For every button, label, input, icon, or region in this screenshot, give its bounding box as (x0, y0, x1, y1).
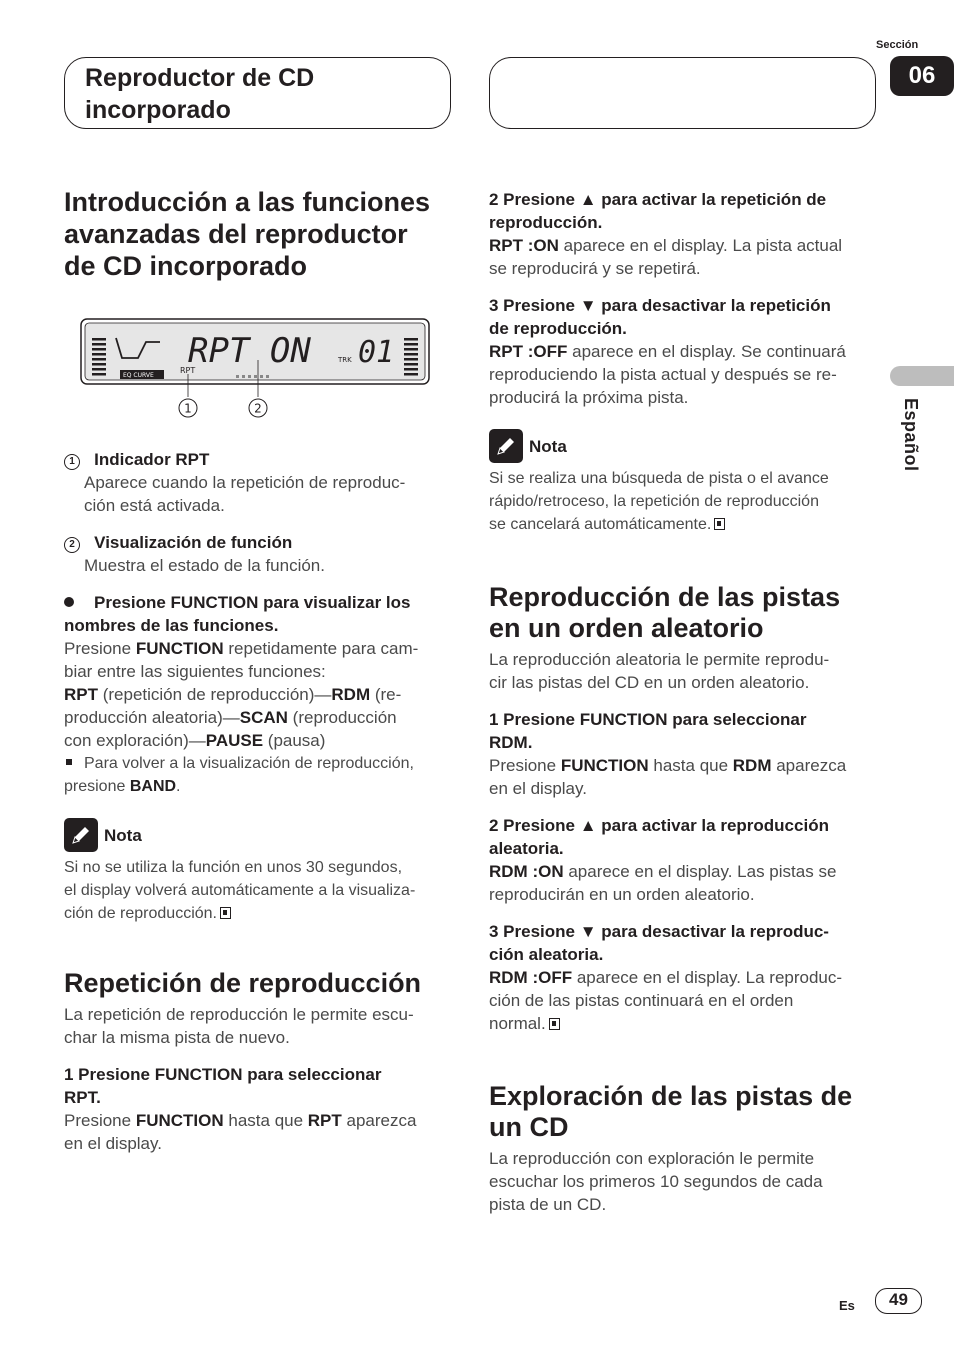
random-title: Reproducción de las pistas en un orden aleatorio (489, 582, 841, 643)
random-step1-desc: Presione FUNCTION hasta que RDM aparezca en el display. (489, 756, 847, 798)
section-header-title: Reproductor de CD incorporado (85, 64, 315, 124)
repeat-title: Repetición de reproducción (64, 968, 422, 998)
display-rpt-label: RPT (180, 366, 196, 375)
item1-desc: Aparece cuando la repetición de reproduc- ción está activada. (84, 473, 406, 515)
repeat-step1: 1 Presione FUNCTION para seleccionar RPT. (64, 1065, 382, 1107)
random-step2-desc: RDM :ON aparece en el display. Las pistas se reproducirán en un orden aleatorio. (489, 862, 837, 904)
language-label: Español (901, 398, 921, 472)
display-track-number: 01 (358, 335, 395, 370)
seccion-label: Sección (876, 39, 919, 51)
item1-title: 1 Indicador RPT (64, 448, 454, 471)
random-desc: La reproducción aleatoria le permite reprodu- cir las pistas del CD en un orden aleatorio. (489, 650, 830, 692)
callout-1: 1 (184, 401, 192, 416)
note-pencil-icon (489, 429, 523, 463)
page-number: 49 (875, 1288, 922, 1314)
note-pencil-icon (64, 818, 98, 852)
sub-note: Para volver a la visualización de reproducción, presione BAND. (64, 755, 414, 795)
random-step3: 3 Presione ▼ para desactivar la reproduc- ción aleatoria. (489, 922, 829, 964)
scan-desc: La reproducción con exploración le permite escuchar los primeros 10 segundos de cada pista de un CD. (489, 1149, 823, 1214)
seccion-number-badge: 06 (890, 56, 954, 96)
repeat-step2: 2 Presione ▲ para activar la repetición de reproducción. (489, 190, 827, 232)
section-header-left (64, 57, 451, 129)
item2-desc: Muestra el estado de la función. (84, 556, 325, 575)
footer-lang-code: Es (839, 1298, 855, 1313)
left-column (64, 186, 454, 282)
intro-note-text: Si no se utiliza la función en unos 30 segundos, el display volverá automáticamente a la visualiza- ción de reproducción. (64, 859, 416, 922)
display-trk-label: TRK (338, 356, 352, 364)
repeat-note-header: Nota (489, 429, 879, 463)
bullet-body: Presione FUNCTION repetidamente para cam- biar entre las siguientes funciones: RPT (repetición de reproducción)—RDM (re- producción aleatoria)—SCAN (reproducción con exploración)—PAUSE (pausa) (64, 639, 419, 750)
random-step3-desc: RDM :OFF aparece en el display. La reproduc- ción de las pistas continuará en el orden normal. (489, 968, 843, 1033)
repeat-step2-desc: RPT :ON aparece en el display. La pista actual se reproducirá y se repetirá. (489, 236, 843, 278)
callout-2: 2 (254, 401, 262, 416)
intro-items (64, 448, 454, 1155)
end-mark-icon (549, 1018, 560, 1030)
item2-title: 2 Visualización de función (64, 531, 454, 554)
right-column (489, 188, 879, 1216)
display-eq-label: EQ CURVE (123, 372, 154, 379)
end-mark-icon (714, 518, 725, 530)
repeat-step3: 3 Presione ▼ para desactivar la repetición de reproducción. (489, 296, 831, 338)
random-step1: 1 Presione FUNCTION para seleccionar RDM. (489, 710, 807, 752)
language-tab (890, 366, 954, 386)
random-step2: 2 Presione ▲ para activar la reproducción aleatoria. (489, 816, 829, 858)
callout-lines (176, 385, 276, 419)
repeat-desc: La repetición de reproducción le permite escu- char la misma pista de nuevo. (64, 1005, 414, 1047)
repeat-step3-desc: RPT :OFF aparece en el display. Se continuará reproduciendo la pista actual y después se re- producirá la próxima pista. (489, 342, 846, 407)
section-header-right (489, 57, 876, 129)
display-main-text: RPT ON (188, 331, 311, 371)
repeat-note-text: Si se realiza una búsqueda de pista o el avance rápido/retroceso, la repetición de reproducción se cancelará automáticamente. (489, 470, 829, 533)
bullet-title: Presione FUNCTION para visualizar los nombres de las funciones. (64, 593, 411, 635)
scan-title: Exploración de las pistas de un CD (489, 1081, 853, 1142)
cd-display-illustration (80, 318, 430, 385)
intro-note-header: Nota (64, 818, 454, 852)
display-graphic (80, 318, 430, 385)
end-mark-icon (220, 907, 231, 919)
intro-title: Introducción a las funciones avanzadas del reproductor de CD incorporado (64, 187, 431, 281)
repeat-step1-desc: Presione FUNCTION hasta que RPT aparezca en el display. (64, 1111, 417, 1153)
